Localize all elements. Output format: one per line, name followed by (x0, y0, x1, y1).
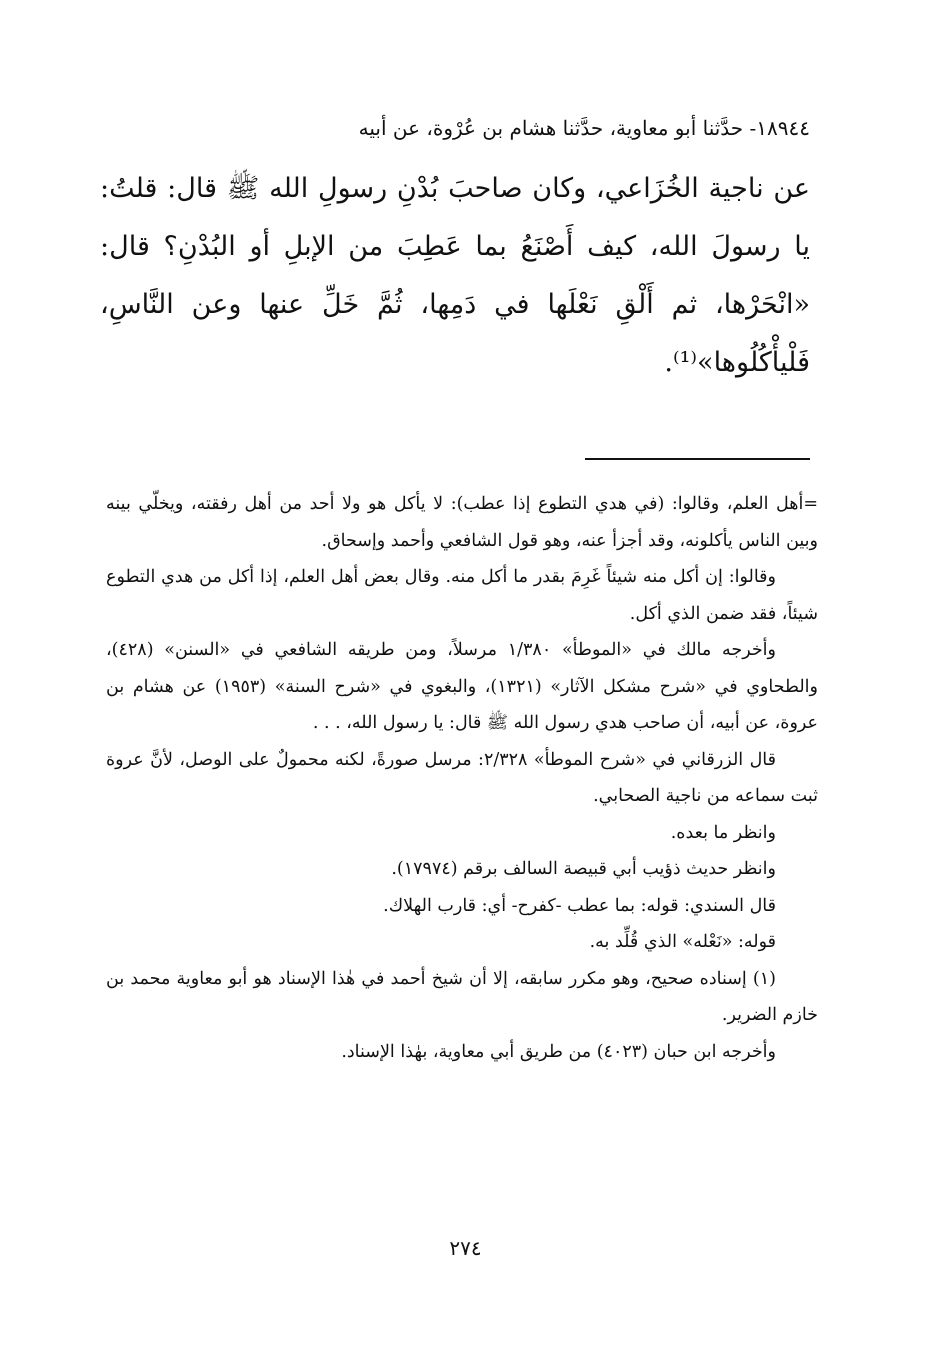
footnote-paragraph: وأخرجه ابن حبان (٤٠٢٣) من طريق أبي معاوية، بهٰذا الإسناد. (341, 1041, 776, 1062)
hadith-body-paragraph: عن ناجية الخُزَاعي، وكان صاحبَ بُدْنِ رسولِ الله ﷺ قال: قلتُ: يا رسولَ الله، كيف أَصْنَعُ بما عَطِبَ من الإبلِ أو البُدْنِ؟ قال: «انْحَرْها، ثم أَلْقِ نَعْلَها في دَمِها، ثُمَّ خَلِّ عنها وعن النَّاسِ، فَلْيأْكُلُوها»⁽¹⁾. (100, 173, 810, 378)
page-number: ٢٧٤ (449, 1236, 482, 1260)
hadith-text (100, 160, 810, 392)
footnote-continuation: =أهل العلم، وقالوا: (في هدي التطوع إذا عطب): لا يأكل هو ولا أحد من أهل رفقته، ويخلّي بينه وبين الناس يأكلونه، وقد أجزأ عنه، وهو قول الشافعي وأحمد وإسحاق. (106, 494, 818, 551)
footnote-1: (١) إسناده صحيح، وهو مكرر سابقه، إلا أن شيخ أحمد في هٰذا الإسناد هو أبو معاوية محمد بن خازم الضرير. (106, 968, 818, 1025)
footnote-paragraph: قال السندي: قوله: بما عطب -كفرح- أي: قارب الهلاك. (383, 895, 776, 916)
footnote-paragraph: وقالوا: إن أكل منه شيئاً غَرِمَ بقدر ما أكل منه. وقال بعض أهل العلم، إذا أكل من هدي التطوع شيئاً، فقد ضمن الذي أكل. (106, 567, 818, 624)
footnote-paragraph: وانظر ما بعده. (670, 822, 776, 843)
footnote-paragraph: قوله: «نَعْله» الذي قُلِّد به. (589, 932, 776, 952)
footnote-paragraph: قال الزرقاني في «شرح الموطأ» ٢/٣٢٨: مرسل صورةً، لكنه محمولٌ على الوصل، لأنَّ عروة ثبت سماعه من ناجية الصحابي. (106, 749, 818, 806)
hadith-heading: ١٨٩٤٤- حدَّثنا أبو معاوية، حدَّثنا هشام بن عُرْوة، عن أبيه (358, 116, 810, 140)
footnote-separator (585, 458, 810, 460)
footnote-paragraph: وانظر حديث ذؤيب أبي قبيصة السالف برقم (١٧٩٧٤). (391, 859, 776, 879)
footnote-paragraph: وأخرجه مالك في «الموطأ» ١/٣٨٠ مرسلاً، ومن طريقه الشافعي في «السنن» (٤٢٨)، والطحاوي في «شرح مشكل الآثار» (١٣٢١)، والبغوي في «شرح السنة» (١٩٥٣) عن هشام بن عروة، عن أبيه، أن صاحب هدي رسول الله ﷺ قال: يا رسول الله، . . . (106, 640, 818, 733)
footnotes-section (106, 486, 818, 1070)
